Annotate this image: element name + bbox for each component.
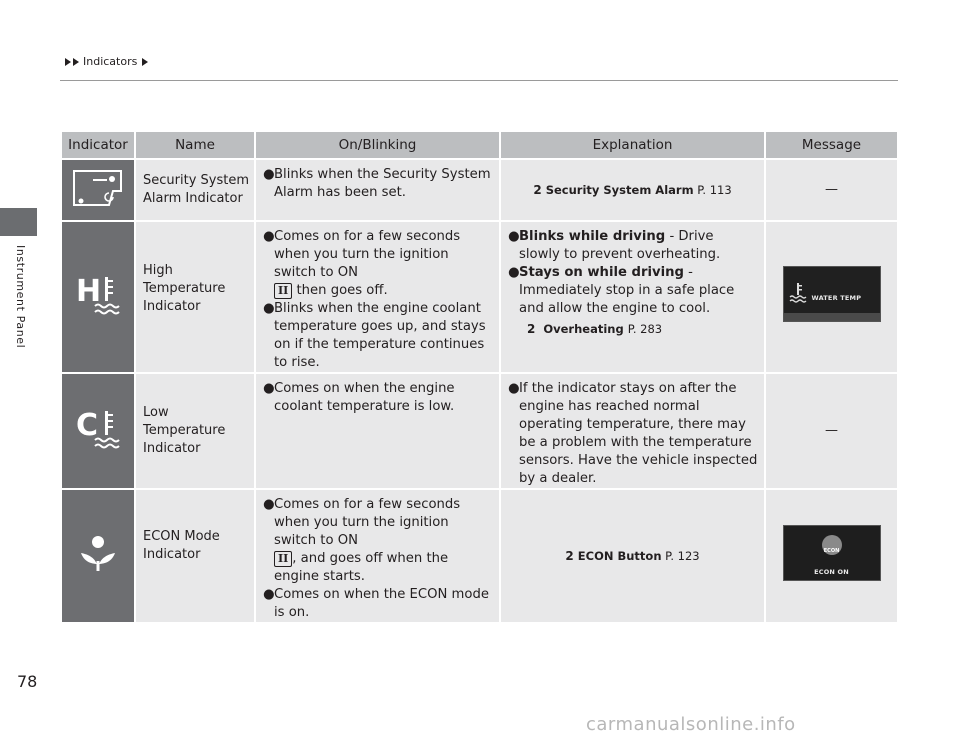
- on-blinking-cell: [256, 490, 499, 622]
- page-number: 78: [17, 672, 38, 691]
- col-header-name: Name: [136, 132, 254, 158]
- message-display: [783, 266, 881, 322]
- explanation-cell: [501, 374, 764, 488]
- col-header-indicator: Indicator: [62, 132, 134, 158]
- on-blinking-cell: [256, 222, 499, 372]
- message-text: ECON ON: [814, 568, 849, 576]
- display-status-bar: [784, 313, 880, 321]
- breadcrumb-arrow-icon: [73, 58, 79, 66]
- col-header-explanation: Explanation: [501, 132, 764, 158]
- table-row: [62, 490, 897, 622]
- breadcrumb-arrow-icon: [142, 58, 148, 66]
- list-item: ● Blinks while driving - Drive slowly to prevent overheating.: [508, 229, 721, 262]
- svg-text:C: C: [76, 408, 99, 443]
- watermark: carmanualsonline.info: [586, 714, 796, 735]
- reference-arrow-icon: 2: [527, 322, 536, 336]
- on-blinking-cell: [256, 160, 499, 220]
- explanation-cell: [501, 490, 764, 622]
- list-item: ● Stays on while driving - Immediately stop in a safe place and allow the engine to cool.: [508, 265, 735, 316]
- message-text: WATER TEMP: [811, 294, 862, 302]
- cross-reference[interactable]: 2 Security System Alarm P. 113: [533, 183, 732, 197]
- low-temperature-icon: [73, 403, 123, 453]
- ignition-position-key: II: [274, 551, 292, 567]
- breadcrumb-arrow-icon: [65, 58, 71, 66]
- security-system-alarm-icon: [67, 161, 129, 213]
- reference-arrow-icon: 2: [533, 183, 542, 197]
- indicator-cell: [62, 160, 134, 220]
- breadcrumb-section[interactable]: Indicators: [83, 55, 138, 68]
- reference-arrow-icon: 2: [565, 549, 574, 563]
- list-item: ● Blinks when the engine coolant temperature goes up, and stays on if the temperature continues to rise.: [263, 301, 486, 370]
- cross-reference[interactable]: 2 Overheating P. 283: [527, 322, 663, 336]
- econ-mode-icon: [76, 531, 120, 575]
- name-cell: ECON Mode Indicator: [136, 490, 254, 622]
- explanation-cell: [501, 222, 764, 372]
- message-cell: —: [766, 160, 897, 220]
- list-item: ● Comes on for a few seconds when you turn the ignition switch to ON II , and goes off when the engine starts.: [263, 497, 461, 584]
- indicator-cell: [62, 490, 134, 622]
- message-cell: [766, 490, 897, 622]
- col-header-message: Message: [766, 132, 897, 158]
- message-display: [783, 525, 881, 581]
- list-item: ● If the indicator stays on after the engine has reached normal operating temperature, there may be a problem with the temperature sensors. Have the vehicle inspected by a dealer.: [508, 381, 758, 486]
- indicator-table: [60, 130, 899, 624]
- list-item: ● Blinks when the Security System Alarm has been set.: [263, 167, 491, 200]
- table-row: [62, 374, 897, 488]
- list-item: ● Comes on when the engine coolant temperature is low.: [263, 381, 455, 414]
- table-row: [62, 160, 897, 220]
- chapter-label: Instrument Panel: [14, 245, 27, 349]
- table-header-row: [62, 132, 897, 158]
- indicator-cell: [62, 222, 134, 372]
- indicator-cell: [62, 374, 134, 488]
- chapter-tab: [0, 208, 37, 236]
- col-header-on-blinking: On/Blinking: [256, 132, 499, 158]
- name-cell: High Temperature Indicator: [136, 222, 254, 372]
- name-cell: Low Temperature Indicator: [136, 374, 254, 488]
- econ-button-icon: ECON: [822, 535, 842, 555]
- header-rule: [60, 80, 898, 81]
- breadcrumb: [65, 55, 148, 68]
- cross-reference[interactable]: 2 ECON Button P. 123: [565, 549, 700, 563]
- temperature-icon: [788, 281, 810, 303]
- name-cell: Security System Alarm Indicator: [136, 160, 254, 220]
- high-temperature-icon: [73, 269, 123, 319]
- on-blinking-cell: [256, 374, 499, 488]
- message-cell: [766, 222, 897, 372]
- list-item: ● Comes on when the ECON mode is on.: [263, 587, 489, 620]
- svg-text:H: H: [76, 274, 102, 309]
- list-item: ● Comes on for a few seconds when you turn the ignition switch to ON II then goes off.: [263, 229, 461, 298]
- explanation-cell: [501, 160, 764, 220]
- table-row: [62, 222, 897, 372]
- message-cell: —: [766, 374, 897, 488]
- ignition-position-key: II: [274, 283, 292, 299]
